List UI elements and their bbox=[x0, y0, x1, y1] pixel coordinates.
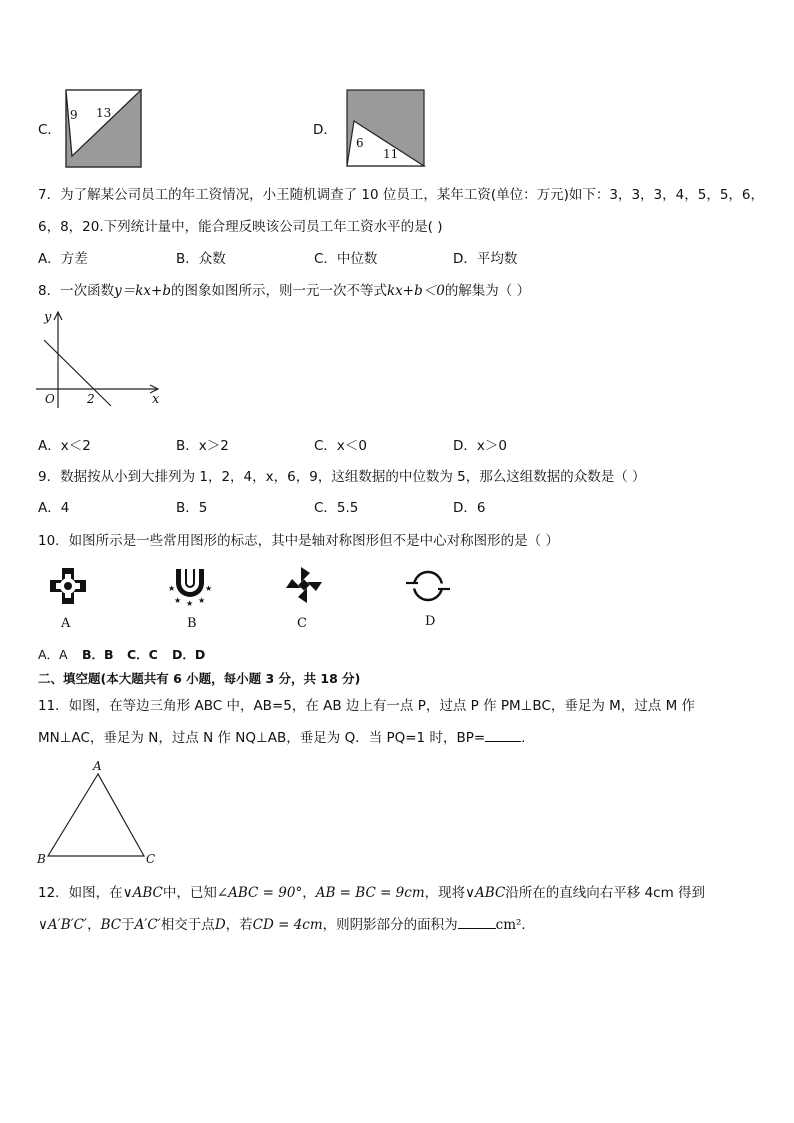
q8-graph bbox=[36, 308, 166, 408]
q12-triangle-prime: ∨A′B′C′ bbox=[38, 917, 88, 933]
q12-text-f: ， bbox=[87, 917, 101, 933]
q10-stem: 10．如图所示是一些常用图形的标志，其中是轴对称图形但不是中心对称图形的是（ ） bbox=[38, 533, 559, 549]
side-label-9: 9 bbox=[70, 108, 78, 122]
q8-y-label: y bbox=[44, 310, 52, 325]
q12-point-d: D bbox=[214, 917, 226, 933]
q12-triangle-abc-2: ∨ABC bbox=[465, 885, 506, 901]
q12-cd: CD = 4cm bbox=[252, 917, 323, 933]
q12-text-a: 12．如图，在 bbox=[38, 885, 123, 901]
q8-mid: 的图象如图所示，则一元一次不等式 bbox=[170, 283, 387, 299]
q8-option-a: A．x＜2 bbox=[38, 438, 91, 454]
q12-line1 bbox=[38, 884, 705, 902]
q12-text-h: 相交于点 bbox=[160, 917, 215, 933]
q7-option-b: B．众数 bbox=[176, 251, 226, 267]
q7-line2: 6，8，20.下列统计量中，能合理反映该公司员工年工资水平的是( ) bbox=[38, 219, 443, 235]
svg-text:★: ★ bbox=[186, 599, 194, 608]
q8-pre: 8．一次函数 bbox=[38, 283, 115, 299]
q9-option-c: C．5.5 bbox=[314, 500, 359, 516]
q12-angle: ∠ABC = 90° bbox=[216, 885, 303, 901]
q12-equation: AB = BC = 9cm bbox=[315, 885, 425, 901]
option-d-label: D． bbox=[313, 122, 337, 138]
logo-b-label: B bbox=[187, 616, 197, 631]
q11-line2 bbox=[38, 729, 525, 747]
q10-option-c: C．C bbox=[127, 647, 158, 662]
q10-option-d: D．D bbox=[172, 647, 206, 662]
q11-line2-text: MN⊥AC，垂足为 N，过点 N 作 NQ⊥AB，垂足为 Q．当 PQ=1 时，BP= bbox=[38, 730, 486, 746]
svg-text:★: ★ bbox=[174, 596, 182, 605]
q9-stem: 9．数据按从小到大排列为 1，2，4，x，6，9，这组数据的中位数为 5，那么这组数据的众数是（ ） bbox=[38, 469, 646, 485]
side-label-11: 11 bbox=[383, 147, 399, 161]
logo-c-pinwheel-icon bbox=[284, 564, 324, 606]
q12-text-b: 中，已知 bbox=[162, 885, 217, 901]
vertex-b-label: B bbox=[37, 852, 46, 866]
q12-text-i: ，若 bbox=[225, 917, 253, 933]
section-title: 二、填空题(本大题共有 6 小题，每小题 3 分，共 18 分) bbox=[38, 671, 361, 686]
q12-text-e: 沿所在的直线向右平移 4cm 得到 bbox=[505, 885, 706, 901]
svg-text:★: ★ bbox=[205, 584, 213, 593]
vertex-c-label: C bbox=[146, 852, 156, 866]
svg-text:★: ★ bbox=[168, 584, 176, 593]
q8-inequality: kx+b＜0 bbox=[386, 283, 445, 299]
q8-origin-label: O bbox=[45, 392, 55, 406]
q12-line2 bbox=[38, 916, 535, 934]
q11-answer-blank[interactable] bbox=[485, 729, 521, 742]
logo-a-label: A bbox=[61, 616, 71, 631]
q8-x-label: x bbox=[152, 392, 160, 407]
logo-b-magnet-icon bbox=[166, 565, 214, 607]
q9-option-b: B．5 bbox=[176, 500, 208, 516]
q7-option-c: C．中位数 bbox=[314, 251, 378, 267]
q8-option-d: D．x＞0 bbox=[453, 438, 507, 454]
q12-text-d: ，现将 bbox=[424, 885, 466, 901]
q12-unit: cm² bbox=[495, 917, 522, 933]
q11-line2-end: . bbox=[521, 730, 526, 746]
q10-option-a: A．A bbox=[38, 647, 68, 662]
q12-text-c: ， bbox=[302, 885, 316, 901]
q12-ac-prime: A′C′ bbox=[134, 917, 161, 933]
q12-answer-blank[interactable] bbox=[458, 916, 496, 929]
q8-option-c: C．x＜0 bbox=[314, 438, 368, 454]
q12-text-j: ，则阴影部分的面积为 bbox=[322, 917, 458, 933]
q12-bc: BC bbox=[100, 917, 122, 933]
logo-d-circle-arrows-icon bbox=[402, 566, 454, 606]
logo-d-label: D bbox=[425, 614, 436, 629]
option-c-figure bbox=[60, 86, 144, 170]
q8-intercept-label: 2 bbox=[87, 392, 95, 406]
side-label-6: 6 bbox=[356, 136, 364, 150]
q12-triangle-abc: ∨ABC bbox=[122, 885, 163, 901]
q7-option-a: A．方差 bbox=[38, 251, 88, 267]
q10-option-b: B．B bbox=[82, 647, 114, 662]
svg-text:★: ★ bbox=[198, 596, 206, 605]
q12-text-k: ． bbox=[521, 917, 535, 933]
q12-text-g: 于 bbox=[121, 917, 135, 933]
q9-option-a: A．4 bbox=[38, 500, 70, 516]
side-label-13: 13 bbox=[96, 106, 112, 120]
q8-post: 的解集为（ ） bbox=[444, 283, 531, 299]
q7-line1: 7．为了解某公司员工的年工资情况，小王随机调查了 10 位员工，某年工资(单位：万元)如下：3，3，3，4，5，5，6， bbox=[38, 187, 765, 203]
q8-function: y＝kx+b bbox=[114, 283, 171, 299]
vertex-a-label: A bbox=[93, 759, 102, 773]
q7-option-d: D．平均数 bbox=[453, 251, 518, 267]
q8-stem bbox=[38, 282, 530, 300]
q11-triangle bbox=[40, 770, 152, 860]
q11-line1: 11．如图，在等边三角形 ABC 中，AB=5，在 AB 边上有一点 P，过点 P 作 PM⊥BC，垂足为 M，过点 M 作 bbox=[38, 698, 696, 714]
logo-a-cross-icon bbox=[48, 566, 88, 606]
q9-option-d: D．6 bbox=[453, 500, 486, 516]
option-c-label: C． bbox=[38, 122, 61, 138]
logo-c-label: C bbox=[297, 616, 307, 631]
q8-option-b: B．x＞2 bbox=[176, 438, 229, 454]
